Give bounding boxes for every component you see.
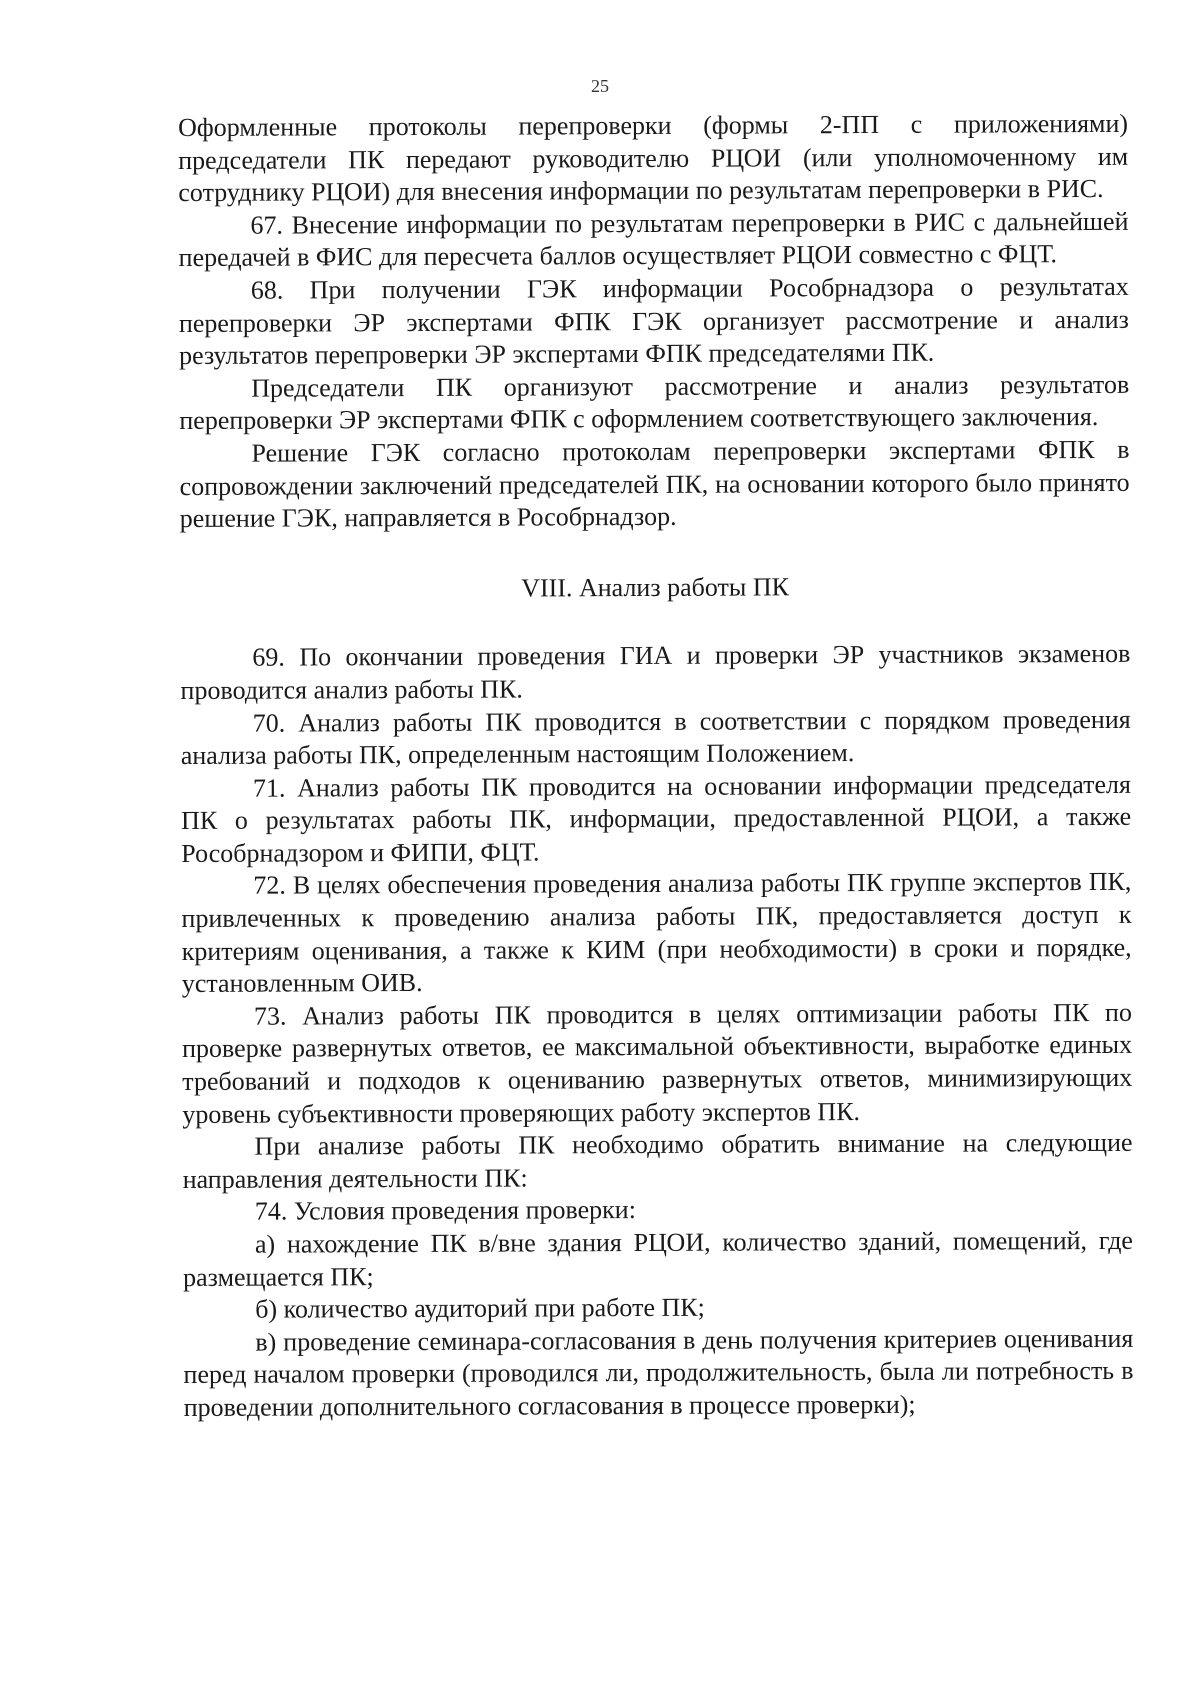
- paragraph-analysis-directions: При анализе работы ПК необходимо обратить внимание на следующие направления деятельности ПК:: [182, 1128, 1133, 1194]
- paragraph-68: 68. При получении ГЭК информации Рособрнадзора о результатах перепроверки ЭР экспертами ФПК ГЭК организует рассмотрение и анализ результатов перепроверки ЭР экспертами ФПК председателями ПК.: [178, 271, 1129, 371]
- paragraph-gek-decision: Решение ГЭК согласно протоколам перепроверки экспертами ФПК в сопровождении заключений председателей ПК, на основании которого было принято решение ГЭК, направляется в Рособрнадзор.: [179, 434, 1130, 534]
- list-item-a: а) нахождение ПК в/вне здания РЦОИ, количество зданий, помещений, где размещается ПК;: [183, 1225, 1133, 1292]
- document-body: [178, 108, 1134, 1425]
- page-number: 25: [591, 76, 609, 96]
- paragraph-71: 71. Анализ работы ПК проводится на основании информации председателя ПК о результатах работы ПК, информации, предоставленной РЦОИ, а также Рособрнадзором и ФИПИ, ФЦТ.: [181, 769, 1132, 868]
- list-item-b: б) количество аудиторий при работе ПК;: [255, 1292, 705, 1324]
- paragraph-chairs-review: Председатели ПК организуют рассмотрение и анализ результатов перепроверки ЭР экспертами ФПК с оформлением соответствующего заключения.: [179, 369, 1130, 436]
- paragraph-70: 70. Анализ работы ПК проводится в соответствии с порядком проведения анализа работы ПК, определенным настоящим Положением.: [180, 704, 1131, 771]
- section-heading-viii: VIII. Анализ работы ПК: [521, 572, 790, 603]
- paragraph-69: 69. По окончании проведения ГИА и проверки ЭР участников экзаменов проводится анализ работы ПК.: [180, 639, 1131, 705]
- paragraph-72: 72. В целях обеспечения проведения анализа работы ПК группе экспертов ПК, привлеченных к проведению анализа работы ПК, предоставляется доступ к критериям оценивания, а также к КИМ (при необходимости) в сроки и порядке, установленным ОИВ.: [181, 867, 1132, 999]
- paragraph-74: 74. Условия проведения проверки:: [254, 1195, 636, 1227]
- paragraph-intro: Оформленные протоколы перепроверки (формы 2-ПП с приложениями) председатели ПК передают руководителю РЦОИ (или уполномоченному им сотруднику РЦОИ) для внесения информации по результатам перепроверки в РИС.: [178, 108, 1129, 208]
- list-item-v: в) проведение семинара-согласования в день получения критериев оценивания перед началом проверки (проводился ли, продолжительность, была ли потребность в проведении дополнительного согласования в процессе проверки);: [183, 1323, 1134, 1422]
- paragraph-67: 67. Внесение информации по результатам перепроверки в РИС с дальнейшей передачей в ФИС для пересчета баллов осуществляет РЦОИ совместно с ФЦТ.: [178, 206, 1129, 273]
- paragraph-73: 73. Анализ работы ПК проводится в целях оптимизации работы ПК по проверке развернутых ответов, ее максимальной объективности, выработке единых требований и подходов к оцениванию развернутых ответов, минимизирующих уровень субъективности проверяющих работу экспертов ПК.: [182, 997, 1133, 1129]
